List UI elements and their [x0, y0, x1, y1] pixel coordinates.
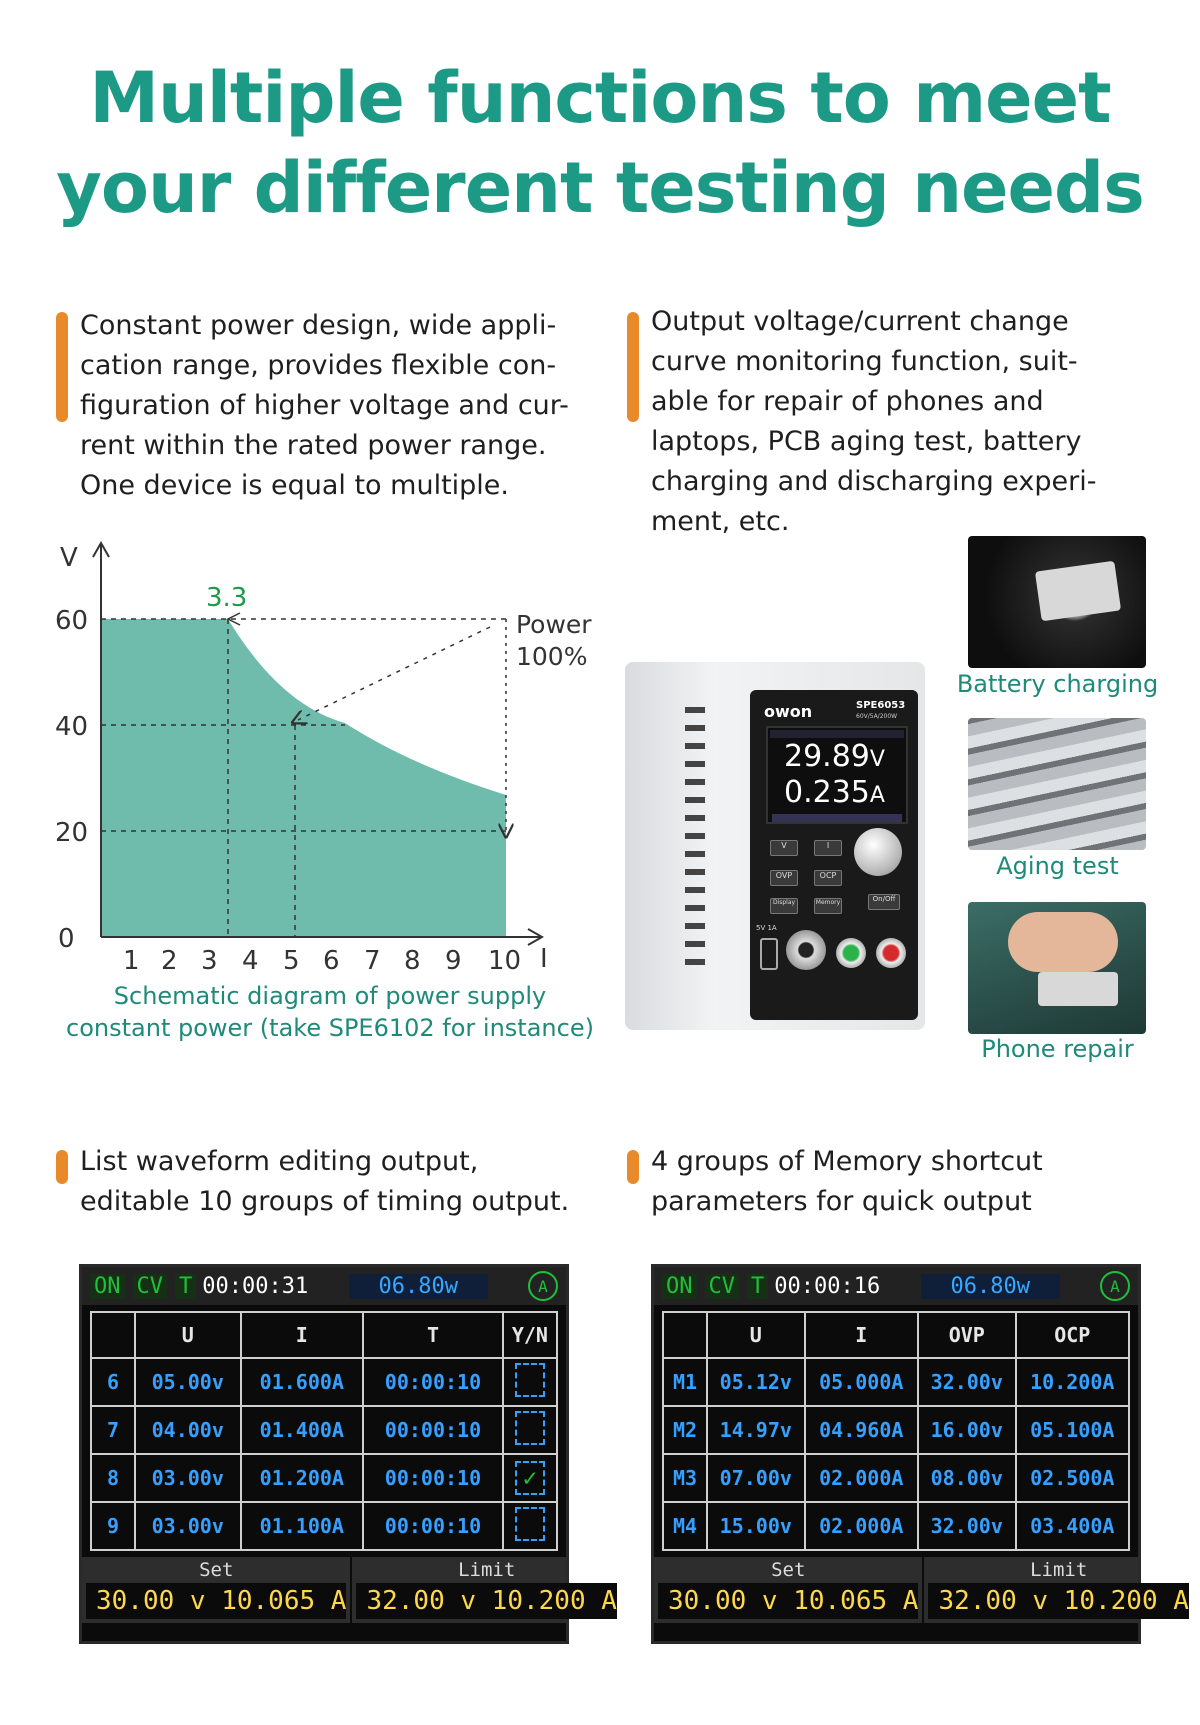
table-row[interactable]: [663, 1358, 1129, 1406]
x-tick: 6: [323, 946, 340, 976]
screen-footer-strip: [772, 814, 902, 822]
negative-terminal[interactable]: [836, 938, 866, 968]
feature-line: able for repair of phones and: [651, 386, 1044, 417]
feature-line: charging and discharging experi-: [651, 466, 1097, 497]
row-index: 8: [91, 1454, 135, 1502]
y-tick: 0: [58, 924, 75, 954]
mode-badge: CV: [705, 1274, 740, 1299]
row-index: 9: [91, 1502, 135, 1550]
x-tick: 9: [445, 946, 462, 976]
usb-label: 5V 1A: [756, 924, 777, 932]
cell-voltage[interactable]: 05.00v: [135, 1358, 241, 1406]
limit-label: Limit: [1030, 1559, 1088, 1581]
screen-footer: [82, 1557, 617, 1623]
checkbox[interactable]: [515, 1411, 545, 1445]
column-header: I: [805, 1312, 918, 1358]
cell-ovp[interactable]: 32.00v: [918, 1502, 1016, 1550]
memory-slot[interactable]: M3: [663, 1454, 707, 1502]
cell-voltage[interactable]: 03.00v: [135, 1502, 241, 1550]
column-header: Y/N: [503, 1312, 557, 1358]
x-tick: 5: [283, 946, 300, 976]
brand-logo: owon: [764, 702, 813, 721]
y-axis-label: V: [60, 543, 78, 573]
cell-voltage[interactable]: 05.12v: [707, 1358, 805, 1406]
mode-badge: CV: [133, 1274, 168, 1299]
column-header: [91, 1312, 135, 1358]
row-index: 6: [91, 1358, 135, 1406]
checkbox-checked[interactable]: ✓: [515, 1461, 545, 1495]
limit-panel: [352, 1557, 620, 1623]
cell-ovp[interactable]: 08.00v: [918, 1454, 1016, 1502]
x-axis-label: I: [540, 944, 548, 974]
power-diagram: [50, 535, 592, 976]
cell-current[interactable]: 05.000A: [805, 1358, 918, 1406]
feature-line: ment, etc.: [651, 506, 790, 537]
feature-line: rent within the rated power range.: [80, 430, 547, 461]
table-row[interactable]: [663, 1406, 1129, 1454]
cell-time[interactable]: 00:00:10: [363, 1502, 503, 1550]
constant-power-area: [101, 619, 506, 937]
phone-board-shape: [1038, 972, 1118, 1006]
timer-value: 00:00:31: [202, 1273, 309, 1299]
photo-label: Phone repair: [981, 1035, 1134, 1063]
rotary-knob[interactable]: [854, 828, 902, 876]
caption-line: constant power (take SPE6102 for instance): [66, 1014, 594, 1042]
cell-current[interactable]: 04.960A: [805, 1406, 918, 1454]
cell-current[interactable]: 02.000A: [805, 1502, 918, 1550]
x-tick: 8: [404, 946, 421, 976]
on-badge: ON: [90, 1274, 125, 1299]
cell-voltage[interactable]: 14.97v: [707, 1406, 805, 1454]
battery-shape: [1035, 561, 1121, 622]
x-tick: 1: [123, 946, 140, 976]
table-row[interactable]: [91, 1358, 557, 1406]
limit-value: 32.00 v 10.200 A: [928, 1583, 1188, 1619]
column-header: OCP: [1016, 1312, 1129, 1358]
x-tick: 10: [488, 946, 522, 976]
auto-icon: A: [1100, 1271, 1130, 1301]
feature-memory: [651, 1142, 1171, 1222]
set-label: Set: [771, 1559, 806, 1581]
feature-line: Output voltage/current change: [651, 306, 1069, 337]
ground-terminal[interactable]: [786, 930, 826, 970]
y-tick: 40: [55, 712, 89, 742]
feature-line: figuration of higher voltage and cur-: [80, 390, 569, 421]
cell-time[interactable]: 00:00:10: [363, 1358, 503, 1406]
timer-badge: T: [747, 1274, 768, 1299]
feature-line: cation range, provides flexible con-: [80, 350, 557, 381]
feature-constant-power: [80, 306, 620, 506]
v-button[interactable]: V: [770, 840, 798, 856]
device-screen: [766, 726, 908, 824]
usb-port: [760, 938, 778, 970]
front-panel: [750, 690, 918, 1020]
cell-current[interactable]: 01.200A: [241, 1454, 364, 1502]
cell-enable[interactable]: [503, 1358, 557, 1406]
onoff-button[interactable]: On/Off: [868, 894, 900, 910]
power-label: 100%: [516, 642, 588, 671]
display-button[interactable]: Display: [770, 898, 798, 914]
feature-line: laptops, PCB aging test, battery: [651, 426, 1082, 457]
cell-current[interactable]: 02.000A: [805, 1454, 918, 1502]
cell-current[interactable]: 01.600A: [241, 1358, 364, 1406]
status-bar: [654, 1267, 1138, 1305]
limit-value: 32.00 v 10.200 A: [356, 1583, 616, 1619]
cell-voltage[interactable]: 03.00v: [135, 1454, 241, 1502]
x-tick: 3: [201, 946, 218, 976]
memory-slot[interactable]: M4: [663, 1502, 707, 1550]
power-arrow-40: [298, 627, 490, 720]
cell-enable[interactable]: [503, 1454, 557, 1502]
cell-time[interactable]: 00:00:10: [363, 1454, 503, 1502]
model-label: SPE6053: [856, 700, 906, 711]
set-panel: [654, 1557, 924, 1623]
table-row[interactable]: [663, 1454, 1129, 1502]
cell-ocp[interactable]: 10.200A: [1016, 1358, 1129, 1406]
cell-ocp[interactable]: 03.400A: [1016, 1502, 1129, 1550]
cell-current[interactable]: 01.400A: [241, 1406, 364, 1454]
cell-voltage[interactable]: 15.00v: [707, 1502, 805, 1550]
x-tick: 2: [161, 946, 178, 976]
row-index: 7: [91, 1406, 135, 1454]
on-badge: ON: [662, 1274, 697, 1299]
cell-current[interactable]: 01.100A: [241, 1502, 364, 1550]
timer-value: 00:00:16: [774, 1273, 881, 1299]
cell-ocp[interactable]: 05.100A: [1016, 1406, 1129, 1454]
accent-bar: [56, 312, 68, 422]
limit-label: Limit: [458, 1559, 516, 1581]
feature-line: curve monitoring function, suit-: [651, 346, 1078, 377]
memory-screen: [651, 1264, 1189, 1644]
photo-label: Battery charging: [956, 670, 1159, 698]
memory-table: [662, 1311, 1130, 1551]
table-row[interactable]: [663, 1502, 1129, 1550]
checkbox[interactable]: [515, 1507, 545, 1541]
table-row[interactable]: [91, 1406, 557, 1454]
photo-label: Aging test: [996, 852, 1119, 880]
phone-repair-photo: [968, 902, 1146, 1034]
cell-ovp[interactable]: 16.00v: [918, 1406, 1016, 1454]
power-readout: 06.80w: [921, 1274, 1060, 1299]
column-header: U: [135, 1312, 241, 1358]
timer-badge: T: [175, 1274, 196, 1299]
diagram-caption: [60, 982, 600, 1042]
aging-test-photo: [968, 718, 1146, 850]
cell-time[interactable]: 00:00:10: [363, 1406, 503, 1454]
feature-line: parameters for quick output: [651, 1186, 1032, 1217]
ocp-button[interactable]: OCP: [814, 870, 842, 886]
set-value: 30.00 v 10.065 A: [658, 1583, 918, 1619]
power-label: Power: [516, 610, 592, 639]
feature-line: One device is equal to multiple.: [80, 470, 509, 501]
cell-voltage[interactable]: 07.00v: [707, 1454, 805, 1502]
screen-voltage: 29.89V: [784, 739, 885, 774]
y-tick: 60: [55, 606, 89, 636]
page-title-line1: Multiple functions to meet: [89, 57, 1111, 139]
point-label: 3.3: [206, 583, 248, 613]
caption-line: Schematic diagram of power supply: [113, 982, 547, 1010]
set-panel: [82, 1557, 352, 1623]
cell-enable[interactable]: [503, 1502, 557, 1550]
i-button[interactable]: I: [814, 840, 842, 856]
table-row[interactable]: [91, 1502, 557, 1550]
memory-slot[interactable]: M1: [663, 1358, 707, 1406]
model-sub: 60V/5A/200W: [856, 713, 898, 720]
feature-line: 4 groups of Memory shortcut: [651, 1146, 1043, 1177]
cell-ocp[interactable]: 02.500A: [1016, 1454, 1129, 1502]
column-header: U: [707, 1312, 805, 1358]
column-header: OVP: [918, 1312, 1016, 1358]
screen-status-strip: [770, 730, 904, 738]
list-table: [90, 1311, 558, 1551]
vent-slots: [685, 707, 705, 967]
positive-terminal[interactable]: [876, 938, 906, 968]
hand-shape: [1008, 912, 1118, 972]
table-header-row: [663, 1312, 1129, 1358]
power-supply-device: [625, 662, 930, 1032]
auto-icon: A: [528, 1271, 558, 1301]
status-bar: [82, 1267, 566, 1305]
feature-list-waveform: [80, 1142, 620, 1222]
x-tick: 4: [242, 946, 259, 976]
accent-bar: [627, 312, 639, 422]
screen-current: 0.235A: [784, 775, 885, 810]
checkbox[interactable]: [515, 1363, 545, 1397]
page-title-line2: your different testing needs: [56, 147, 1144, 229]
y-tick: 20: [55, 818, 89, 848]
feature-line: editable 10 groups of timing output.: [80, 1186, 570, 1217]
set-value: 30.00 v 10.065 A: [86, 1583, 346, 1619]
limit-panel: [924, 1557, 1192, 1623]
power-readout: 06.80w: [349, 1274, 488, 1299]
x-tick: 7: [364, 946, 381, 976]
screen-footer: [654, 1557, 1189, 1623]
accent-bar: [56, 1150, 68, 1184]
table-row[interactable]: [91, 1454, 557, 1502]
column-header: I: [241, 1312, 364, 1358]
column-header: T: [363, 1312, 503, 1358]
cell-enable[interactable]: [503, 1406, 557, 1454]
feature-line: List waveform editing output,: [80, 1146, 479, 1177]
ovp-button[interactable]: OVP: [770, 870, 798, 886]
set-label: Set: [199, 1559, 234, 1581]
memory-button[interactable]: Memory: [814, 898, 842, 914]
accent-bar: [627, 1150, 639, 1184]
list-screen: [79, 1264, 617, 1644]
memory-slot[interactable]: M2: [663, 1406, 707, 1454]
cell-ovp[interactable]: 32.00v: [918, 1358, 1016, 1406]
battery-photo: [968, 536, 1146, 668]
feature-curve-monitoring: [651, 302, 1171, 542]
table-header-row: [91, 1312, 557, 1358]
column-header: [663, 1312, 707, 1358]
feature-line: Constant power design, wide appli-: [80, 310, 557, 341]
cell-voltage[interactable]: 04.00v: [135, 1406, 241, 1454]
